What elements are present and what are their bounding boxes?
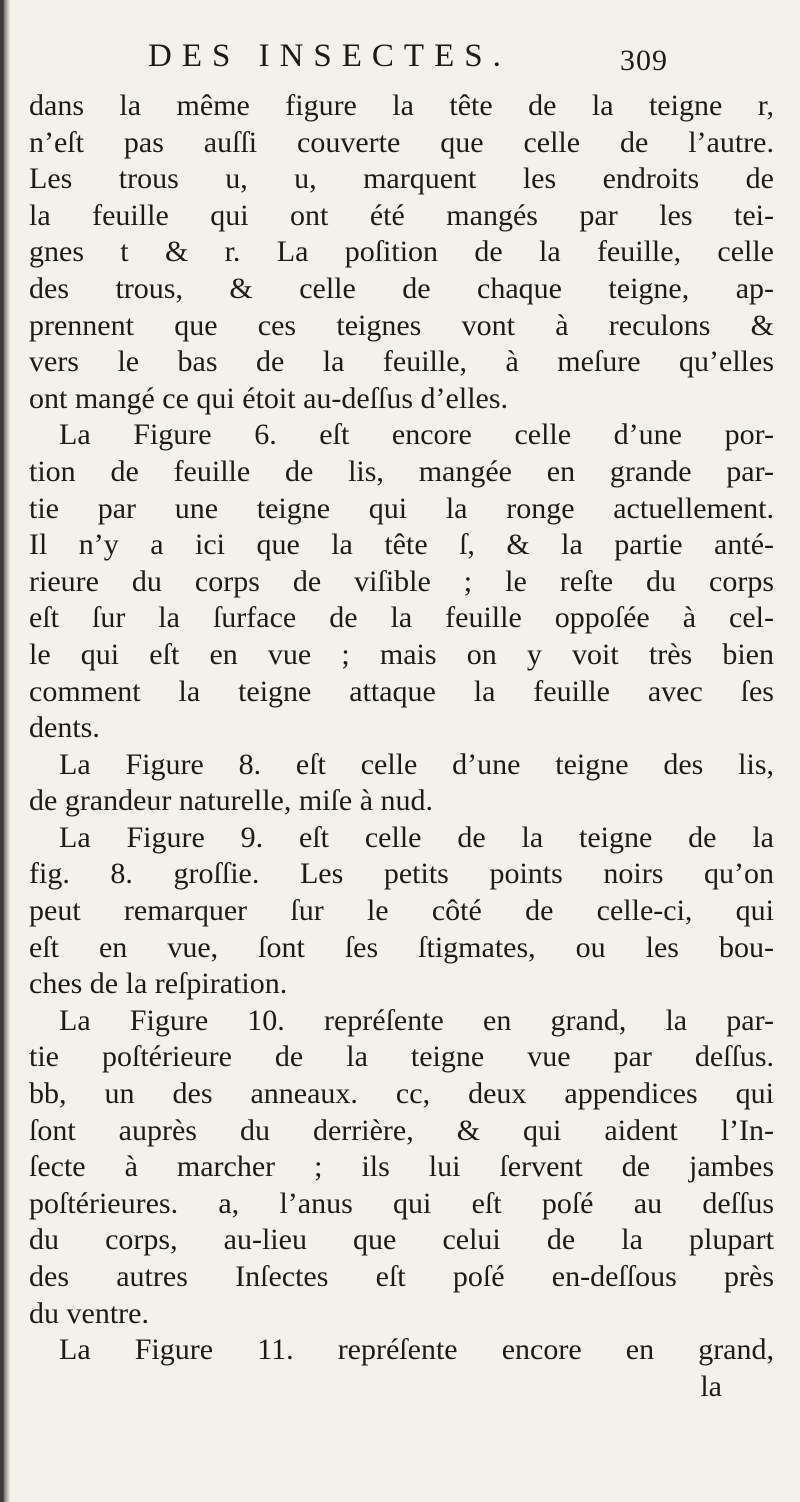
text-line: rieure du corps de viſible ; le reſte du corps xyxy=(29,564,774,598)
text-line: tie poſtérieure de la teigne vue par deſſus. xyxy=(29,1040,774,1074)
text-line: comment la teigne attaque la feuille avec ſes xyxy=(29,674,774,708)
text-line: la feuille qui ont été mangés par les tei- xyxy=(29,198,774,232)
paragraph-start-line: La Figure 11. repréſente encore en grand, xyxy=(59,1333,774,1367)
paragraph-start-line: La Figure 10. repréſente en grand, la par- xyxy=(59,1003,774,1037)
paragraph-start-line: La Figure 9. eſt celle de la teigne de la xyxy=(59,820,774,854)
running-title: DES INSECTES. xyxy=(148,38,511,74)
text-line: tie par une teigne qui la ronge actuellement. xyxy=(29,491,774,525)
text-line: des autres Inſectes eſt poſé en-deſſous près xyxy=(29,1260,774,1293)
text-line: ont mangé ce qui étoit au-deſſus d’elles. xyxy=(29,381,509,415)
catchword: la xyxy=(700,1369,722,1403)
text-line: bb, un des anneaux. cc, deux appendices qui xyxy=(29,1077,774,1111)
text-line: peut remarquer ſur le côté de celle-ci, qui xyxy=(29,894,774,928)
text-line: ſont auprès du derrière, & qui aident l’In- xyxy=(29,1113,774,1147)
text-line: vers le bas de la feuille, à meſure qu’elles xyxy=(29,345,774,379)
paragraph-start-line: La Figure 6. eſt encore celle d’une por- xyxy=(59,418,774,452)
text-line: dans la même figure la tête de la teigne r, xyxy=(29,89,774,122)
text-line: Il n’y a ici que la tête ſ, & la partie anté- xyxy=(29,528,774,562)
page-number: 309 xyxy=(620,44,668,77)
text-line: prennent que ces teignes vont à reculons & xyxy=(29,308,774,342)
text-line: dents. xyxy=(29,711,100,745)
running-head xyxy=(148,38,668,84)
text-line: gnes t & r. La poſition de la feuille, celle xyxy=(29,235,774,269)
text-line: du corps, au-lieu que celui de la plupart xyxy=(29,1223,774,1257)
text-line: de grandeur naturelle, miſe à nud. xyxy=(29,784,434,818)
text-line: fig. 8. groſſie. Les petits points noirs qu’on xyxy=(29,857,774,891)
text-line: ſecte à marcher ; ils lui ſervent de jambes xyxy=(29,1150,774,1184)
text-line: Les trous u, u, marquent les endroits de xyxy=(29,162,774,196)
text-line: du ventre. xyxy=(29,1296,149,1330)
text-line: le qui eſt en vue ; mais on y voit très bien xyxy=(29,637,774,671)
text-line: tion de feuille de lis, mangée en grande par- xyxy=(29,454,774,488)
paragraph-start-line: La Figure 8. eſt celle d’une teigne des lis, xyxy=(59,747,774,781)
text-line: eſt en vue, ſont ſes ſtigmates, ou les bou- xyxy=(29,930,774,964)
text-line: ches de la reſpiration. xyxy=(29,967,288,1001)
text-line: poſtérieures. a, l’anus qui eſt poſé au deſſus xyxy=(29,1186,774,1220)
text-line: n’eſt pas auſſi couverte que celle de l’autre. xyxy=(29,125,774,159)
text-line: des trous, & celle de chaque teigne, ap- xyxy=(29,271,774,305)
text-body xyxy=(29,88,774,1405)
text-line: eſt ſur la ſurface de la feuille oppoſée à cel- xyxy=(29,601,774,635)
